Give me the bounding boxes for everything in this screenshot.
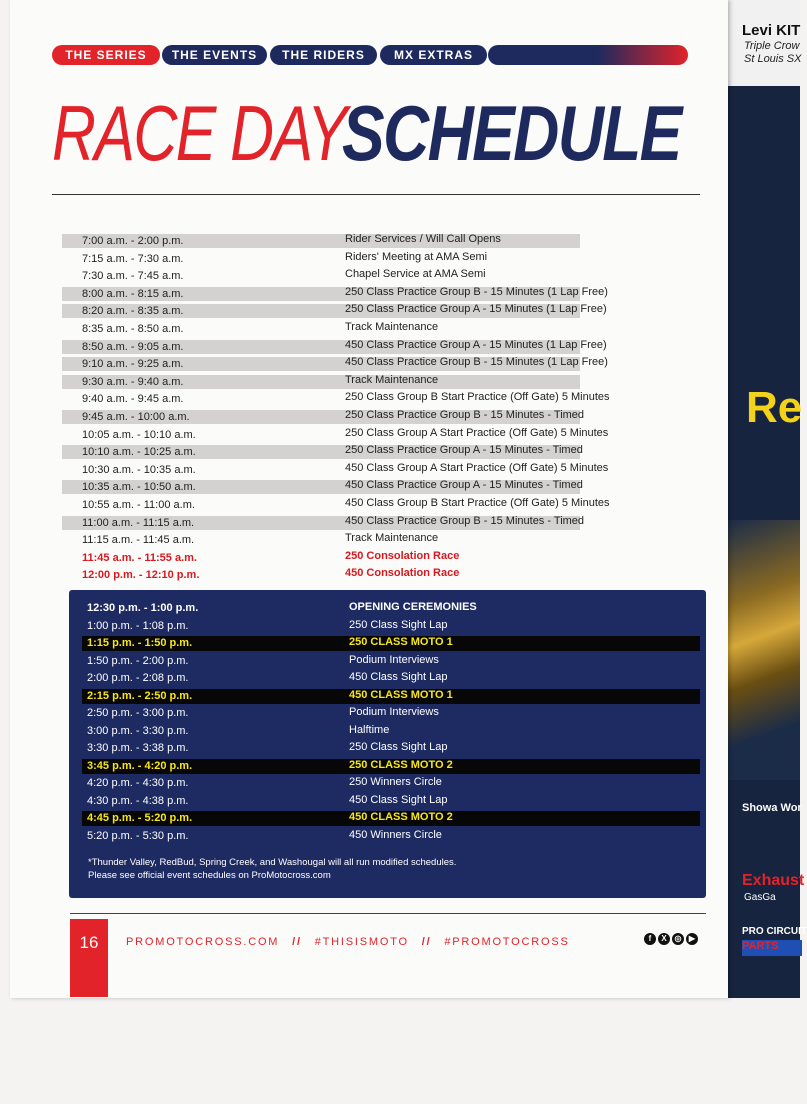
schedule-event: Riders' Meeting at AMA Semi <box>345 250 488 263</box>
instagram-icon[interactable]: ◎ <box>672 933 684 945</box>
schedule-row <box>52 285 700 303</box>
page-number: 16 <box>70 919 108 997</box>
schedule-event: 250 Class Practice Group B - 15 Minutes - Timed <box>345 408 585 421</box>
schedule-time: 11:15 a.m. - 11:45 a.m. <box>82 534 195 547</box>
schedule-row <box>52 461 700 479</box>
adjacent-rider-name: Levi KIT <box>742 22 801 39</box>
schedule-time: 10:10 a.m. - 10:25 a.m. <box>82 446 196 459</box>
adjacent-subtitle-line2: St Louis SX <box>744 53 802 65</box>
schedule-note <box>88 856 456 882</box>
schedule-row <box>52 549 700 567</box>
schedule-note-line2: Please see official event schedules on ProMotocross.com <box>88 870 331 881</box>
schedule-event: Track Maintenance <box>345 320 439 333</box>
schedule-row <box>52 355 700 373</box>
adjacent-caption: PRO CIRCUIT <box>742 926 807 937</box>
schedule-time: 12:00 p.m. - 12:10 p.m. <box>82 569 200 582</box>
youtube-icon[interactable]: ▶ <box>686 933 698 945</box>
evening-row <box>69 618 706 636</box>
schedule-time: 8:00 a.m. - 8:15 a.m. <box>82 287 184 300</box>
evening-row <box>69 653 706 671</box>
schedule-row <box>52 338 700 356</box>
schedule-row <box>52 232 700 250</box>
footer-separator: // <box>292 936 302 948</box>
evening-schedule-box <box>69 590 706 898</box>
footer-divider <box>70 913 706 914</box>
schedule-event: 450 Class Practice Group B - 15 Minutes (1 Lap Free) <box>345 356 608 369</box>
evening-time: 12:30 p.m. - 1:00 p.m. <box>87 602 199 614</box>
evening-event: 450 CLASS MOTO 2 <box>349 811 453 823</box>
schedule-time: 9:45 a.m. - 10:00 a.m. <box>82 410 190 423</box>
evening-time: 2:50 p.m. - 3:00 p.m. <box>87 707 189 719</box>
nav-tab-riders[interactable]: THE RIDERS <box>270 45 377 65</box>
evening-event: OPENING CEREMONIES <box>349 601 477 613</box>
evening-event: 250 Class Sight Lap <box>349 618 448 631</box>
evening-time: 3:00 p.m. - 3:30 p.m. <box>87 724 189 737</box>
evening-row <box>69 740 706 758</box>
evening-row <box>69 828 706 846</box>
adjacent-headline: Re <box>746 383 803 432</box>
schedule-time: 9:40 a.m. - 9:45 a.m. <box>82 393 184 406</box>
social-icons <box>644 933 698 945</box>
schedule-event: 450 Class Practice Group B - 15 Minutes - Timed <box>345 514 585 527</box>
evening-event: 450 Class Sight Lap <box>349 793 448 806</box>
page-title <box>52 88 681 178</box>
schedule-time: 10:35 a.m. - 10:50 a.m. <box>82 481 196 494</box>
schedule-event: Chapel Service at AMA Semi <box>345 268 486 281</box>
schedule-event: 450 Class Group A Start Practice (Off Gate) 5 Minutes <box>345 461 609 474</box>
schedule-event: 450 Class Practice Group A - 15 Minutes - Timed <box>345 479 583 492</box>
adjacent-caption: Exhaust <box>742 872 805 889</box>
nav-decorative-bar <box>488 45 688 65</box>
schedule-time: 10:55 a.m. - 11:00 a.m. <box>82 498 195 511</box>
schedule-row <box>52 443 700 461</box>
schedule-time: 7:00 a.m. - 2:00 p.m. <box>82 235 184 247</box>
schedule-row <box>52 373 700 391</box>
footer-links <box>126 936 570 948</box>
evening-time: 4:30 p.m. - 4:38 p.m. <box>87 794 189 807</box>
morning-schedule <box>52 232 700 584</box>
evening-event: 450 Winners Circle <box>349 828 442 841</box>
evening-event: 250 CLASS MOTO 1 <box>349 636 453 648</box>
schedule-event: 250 Class Group A Start Practice (Off Gate) 5 Minutes <box>345 426 609 439</box>
schedule-row <box>52 267 700 285</box>
schedule-time: 10:05 a.m. - 10:10 a.m. <box>82 428 196 441</box>
moto-row <box>69 810 706 828</box>
page-title-part2: SCHEDULE <box>342 89 681 177</box>
schedule-event: 450 Class Group B Start Practice (Off Gate) 5 Minutes <box>345 496 610 509</box>
evening-event: Halftime <box>349 723 390 736</box>
schedule-event: Track Maintenance <box>345 373 439 386</box>
evening-event: 250 Winners Circle <box>349 776 442 788</box>
title-divider <box>52 194 700 195</box>
schedule-event: 450 Consolation Race <box>345 567 460 580</box>
evening-event: 450 CLASS MOTO 1 <box>349 688 453 701</box>
schedule-time: 11:00 a.m. - 11:15 a.m. <box>82 516 195 529</box>
adjacent-logo: PARTS <box>742 940 802 956</box>
schedule-event: 450 Class Practice Group A - 15 Minutes (1 Lap Free) <box>345 338 607 351</box>
evening-row <box>69 775 706 793</box>
evening-time: 4:20 p.m. - 4:30 p.m. <box>87 777 189 789</box>
evening-event: 250 Class Sight Lap <box>349 741 448 753</box>
evening-time: 1:15 p.m. - 1:50 p.m. <box>87 637 193 649</box>
schedule-time: 7:15 a.m. - 7:30 a.m. <box>82 252 184 265</box>
moto-row <box>69 635 706 653</box>
evening-row <box>69 670 706 688</box>
evening-schedule <box>69 600 706 845</box>
evening-event: 250 CLASS MOTO 2 <box>349 758 453 771</box>
schedule-event: 250 Class Practice Group B - 15 Minutes (1 Lap Free) <box>345 285 608 298</box>
schedule-row <box>52 302 700 320</box>
evening-time: 3:30 p.m. - 3:38 p.m. <box>87 742 189 754</box>
evening-row <box>69 705 706 723</box>
evening-event: Podium Interviews <box>349 706 439 718</box>
evening-time: 4:45 p.m. - 5:20 p.m. <box>87 812 193 824</box>
schedule-row <box>52 320 700 338</box>
footer-hashtag: #THISISMOTO <box>314 936 409 948</box>
schedule-row <box>52 426 700 444</box>
evening-time: 2:15 p.m. - 2:50 p.m. <box>87 689 193 702</box>
moto-row <box>69 758 706 776</box>
evening-row <box>69 723 706 741</box>
schedule-row <box>52 408 700 426</box>
schedule-row <box>52 566 700 584</box>
evening-event: 450 Class Sight Lap <box>349 671 448 683</box>
moto-row <box>69 688 706 706</box>
evening-time: 1:50 p.m. - 2:00 p.m. <box>87 654 189 667</box>
footer-separator: // <box>421 936 432 948</box>
schedule-row <box>52 531 700 549</box>
x-icon[interactable]: X <box>658 933 670 945</box>
page-title-part1: RACE DAY <box>52 89 347 177</box>
footer-site-link[interactable]: PROMOTOCROSS.COM <box>126 936 280 948</box>
schedule-event: 250 Class Group B Start Practice (Off Gate) 5 Minutes <box>345 391 610 404</box>
nav-tab-events[interactable]: THE EVENTS <box>162 45 267 65</box>
adjacent-subtitle-line1: Triple Crow <box>744 40 800 52</box>
schedule-time: 7:30 a.m. - 7:45 a.m. <box>82 270 184 283</box>
evening-row <box>69 793 706 811</box>
evening-event: Podium Interviews <box>349 653 439 666</box>
schedule-time: 8:35 a.m. - 8:50 a.m. <box>82 322 184 335</box>
evening-time: 5:20 p.m. - 5:30 p.m. <box>87 829 189 842</box>
schedule-row <box>52 478 700 496</box>
adjacent-page <box>728 0 807 998</box>
schedule-event: 250 Consolation Race <box>345 549 460 562</box>
schedule-time: 10:30 a.m. - 10:35 a.m. <box>82 463 196 476</box>
schedule-row <box>52 390 700 408</box>
schedule-time: 9:30 a.m. - 9:40 a.m. <box>82 375 184 388</box>
schedule-note-line1: *Thunder Valley, RedBud, Spring Creek, and Washougal will all run modified schedules. <box>88 857 457 868</box>
schedule-row <box>52 496 700 514</box>
facebook-icon[interactable]: f <box>644 933 656 945</box>
schedule-time: 8:50 a.m. - 9:05 a.m. <box>82 340 184 353</box>
schedule-event: 250 Class Practice Group A - 15 Minutes (1 Lap Free) <box>345 303 607 316</box>
schedule-event: Track Maintenance <box>345 532 439 545</box>
adjacent-subtitle <box>744 40 801 66</box>
schedule-time: 9:10 a.m. - 9:25 a.m. <box>82 358 184 371</box>
evening-time: 2:00 p.m. - 2:08 p.m. <box>87 672 189 684</box>
evening-time: 1:00 p.m. - 1:08 p.m. <box>87 619 189 632</box>
schedule-time: 11:45 a.m. - 11:55 a.m. <box>82 551 197 564</box>
nav-tab-series[interactable]: THE SERIES <box>52 45 160 65</box>
schedule-time: 8:20 a.m. - 8:35 a.m. <box>82 305 184 318</box>
schedule-event: Rider Services / Will Call Opens <box>345 233 501 245</box>
adjacent-caption: GasGa <box>744 892 776 903</box>
schedule-row <box>52 514 700 532</box>
footer-hashtag: #PROMOTOCROSS <box>444 936 570 948</box>
adjacent-product-photo <box>728 520 800 780</box>
adjacent-caption: Showa Wor <box>742 802 802 814</box>
schedule-row <box>52 250 700 268</box>
schedule-event: 250 Class Practice Group A - 15 Minutes - Timed <box>345 444 583 457</box>
nav-tab-extras[interactable]: MX EXTRAS <box>380 45 487 65</box>
evening-row <box>69 600 706 618</box>
evening-time: 3:45 p.m. - 4:20 p.m. <box>87 759 193 772</box>
